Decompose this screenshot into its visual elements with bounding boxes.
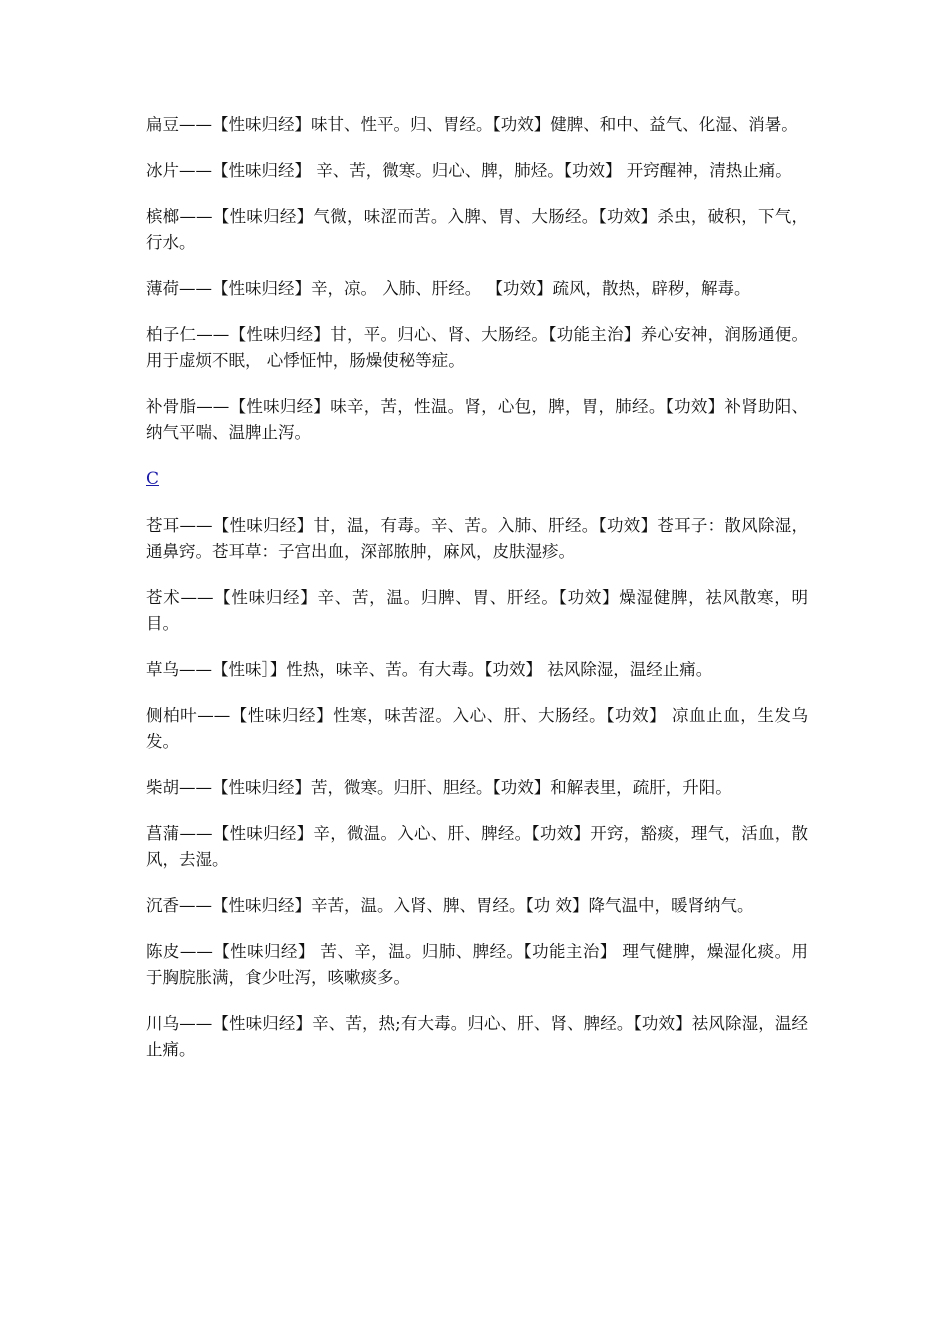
entry-bohe: 薄荷——【性味归经】辛，凉。 入肺、肝经。 【功效】疏风，散热，辟秽，解毒。: [146, 279, 751, 298]
entry-caowu: 草乌——【性味］】性热，味辛、苦。有大毒。【功效】 祛风除湿，温经止痛。: [146, 660, 713, 679]
entries-c: [146, 513, 808, 1063]
entry-biandou: 扁豆——【性味归经】味甘、性平。归、胃经。【功效】健脾、和中、益气、化湿、消暑。: [146, 115, 798, 134]
entry-chenpi: 陈皮——【性味归经】 苦、辛，温。归肺、脾经。【功能主治】 理气健脾，燥湿化痰。用于胸脘胀满，食少吐泻，咳嗽痰多。: [146, 942, 808, 987]
entry-cangzhu: 苍术——【性味归经】辛、苦，温。归脾、胃、肝经。【功效】燥湿健脾，祛风散寒，明目。: [146, 588, 808, 633]
entry-chaihu: 柴胡——【性味归经】苦，微寒。归肝、胆经。【功效】和解表里，疏肝，升阳。: [146, 778, 732, 797]
entry-cang-er: 苍耳——【性味归经】甘，温，有毒。辛、苦。入肺、肝经。【功效】苍耳子：散风除湿，通鼻窍。苍耳草：子宫出血，深部脓肿，麻风，皮肤湿疹。: [146, 516, 808, 561]
entry-buguzhi: 补骨脂——【性味归经】味辛，苦，性温。肾，心包，脾，胃，肺经。【功效】补肾助阳、纳气平喘、温脾止泻。: [146, 397, 808, 442]
entry-cebaiye: 侧柏叶——【性味归经】性寒，味苦涩。入心、肝、大肠经。【功效】 凉血止血，生发乌发。: [146, 706, 808, 751]
entry-changpu: 菖蒲——【性味归经】辛，微温。入心、肝、脾经。【功效】开窍，豁痰，理气，活血，散风，去湿。: [146, 824, 808, 869]
document-page: [146, 112, 808, 1083]
entry-baiziren: 柏子仁——【性味归经】甘，平。归心、肾、大肠经。【功能主治】养心安神，润肠通便。用于虚烦不眠， 心悸怔忡，肠燥使秘等症。: [146, 325, 808, 370]
entry-binglang: 槟榔——【性味归经】气微，味涩而苦。入脾、胃、大肠经。【功效】杀虫，破积，下气，行水。: [146, 207, 808, 252]
entries-b: [146, 112, 808, 446]
entry-bingpian: 冰片——【性味归经】 辛、苦，微寒。归心、脾，肺烃。【功效】 开窍醒神，清热止痛。: [146, 161, 792, 180]
section-c-link[interactable]: C: [146, 469, 160, 489]
entry-chenxiang: 沉香——【性味归经】辛苦，温。入肾、脾、胃经。【功 效】降气温中，暖肾纳气。: [146, 896, 754, 915]
entry-chuanwu: 川乌——【性味归经】辛、苦，热;有大毒。归心、肝、肾、脾经。【功效】祛风除湿，温经止痛。: [146, 1014, 808, 1059]
